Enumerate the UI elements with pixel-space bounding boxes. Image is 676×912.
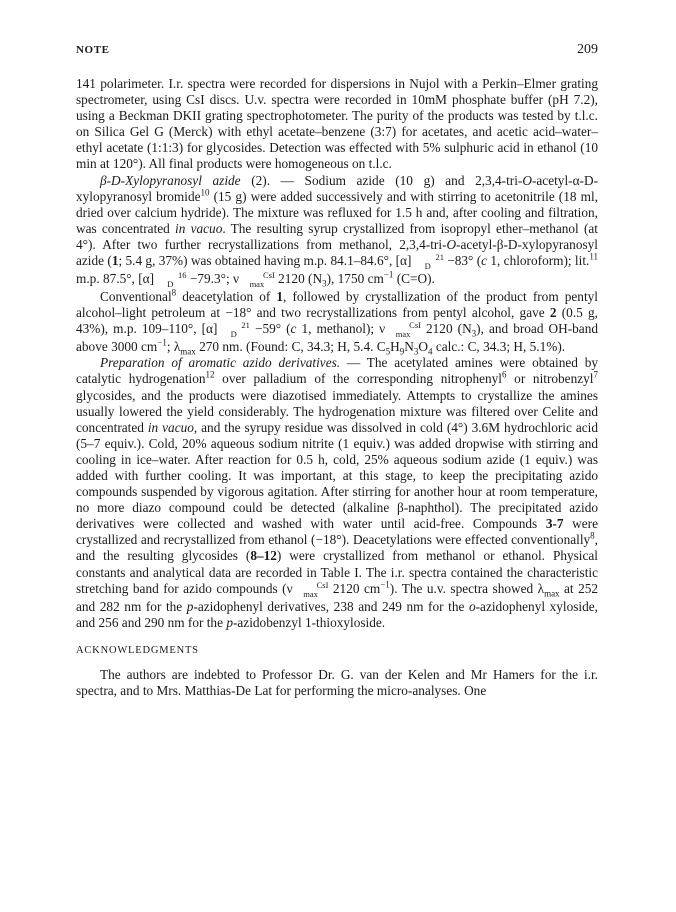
section-title: Preparation of aromatic azido derivatives.: [100, 355, 341, 371]
reference: 12: [205, 369, 215, 380]
reference: 7: [593, 369, 598, 380]
paragraph-deacetylation: Conventional$^8$ deacetylation of 1, followed by crystallization of the product from pentyl alcohol–light petroleum at −18° and two recrystallizations from pentyl alcohol, gave 2 (0.5 g, 43%), m.p. 109–110°, [α] 21 D −59° (c 1, methanol); ν CsI max 2120 $(N_3)$, and broad OH-band above 3000 $cm^{-1}$; $\lambda_{max}$ 270 nm. (Found: C, 34.3; H, 5.4. $C_5H_9N_3O_4$ calc.: C, 34.3; H, 5.1%).: [76, 287, 599, 357]
body-text: [76, 76, 598, 699]
acknowledgments-text: The authors are indebted to Professor Dr. G. van der Kelen and Mr Hamers for the i.r. spectra, and to Mrs. Matthias-De Lat for performing the micro-analyses. One: [76, 666, 598, 698]
reference: 6: [502, 369, 507, 380]
reference: 8: [590, 530, 595, 541]
section-title: β-D-Xylopyranosyl azide: [100, 172, 241, 188]
compound-number: 3-7: [545, 516, 564, 532]
compound-number: 2: [549, 305, 557, 321]
compound-number: 1: [111, 253, 119, 269]
paragraph-aromatic-azido: Preparation of aromatic azido derivatives. — The acetylated amines were obtained by catalytic hydrogenation$^{12}$ over palladium of the corresponding nitrophenyl$^6$ or nitrobenzyl$^7$ glycosides, and the products were diazotised immediately. Attempts to crystallize the amines usually lowered the yield considerably. The hydrogenation mixture was filtered over Celite and concentrated in vacuo, and the syrupy residue was dissolved in cold (4°) 3.6M hydrochloric acid (5–7 equiv.). Cold, 20% aqueous sodium nitrite (1 equiv.) was added dropwise with stirring and cooling in ice–water. After reaction for 0.5 h, cold, 25% aqueous sodium azide (1 equiv.) was added with further cooling. It was important, at this stage, to keep the precipitating azido compounds suspended by vigorous agitation. After stirring for another hour at room temperature, no more diazo compound could be detected (alkaline β-naphthol). The precipitated azido derivatives were collected and washed with water until acid-free. Compounds 3-7 were crystallized and recrystallized from ethanol (−18°). Deacetylations were effected conventionally$^8$, and the resulting glycosides (8–12) were crystallized from methanol or ethanol. Physical constants and analytical data are recorded in Table I. The i.r. spectra contained the characteristic stretching band for azido compounds (ν CsI max 2120 $cm^{-1}$). The u.v. spectra showed $\lambda_{max}$ at 252 and 282 nm for the p-azidophenyl derivatives, 238 and 249 nm for the o-azidophenyl xyloside, and 256 and 290 nm for the p-azidobenzyl 1-thioxyloside.: [76, 355, 599, 630]
paragraph-methods: 141 polarimeter. I.r. spectra were recorded for dispersions in Nujol with a Perkin–Elmer grating spectrometer, using CsI discs. U.v. spectra were recorded in 10mM phosphate buffer (pH 7.2), using a Beckman DKII grating spectrophotometer. The purity of the products was tested by t.l.c. on Silica Gel G (Merck) with ethyl acetate–benzene (3:7) for acetates, and acetic acid–water–ethyl acetate (1:1:3) for glycosides. Detection was effected with 5% sulphuric acid in ethanol (10 min at 120°). All final products were homogeneous on t.l.c.: [76, 76, 598, 172]
compound-number: 8–12: [250, 548, 277, 564]
running-head: NOTE: [76, 44, 110, 56]
reference: 11: [589, 251, 599, 262]
acknowledgments-heading: ACKNOWLEDGMENTS: [76, 644, 199, 656]
compound-number: 1: [276, 289, 284, 305]
running-header: [76, 42, 598, 62]
reference: 8: [171, 287, 177, 298]
page-number: 209: [577, 42, 598, 57]
reference: 10: [200, 187, 210, 198]
paragraph-xylopyranosyl-azide: β-D-Xylopyranosyl azide (2). — Sodium azide (10 g) and 2,3,4-tri-O-acetyl-α-D-xylopyranosyl bromide$^{10}$ (15 g) were added successively and with stirring to acetonitrile (18 ml, dried over calcium hydride). The mixture was refluxed for 1.5 h and, after cooling and filtration, was concentrated in vacuo. The resulting syrup crystallized from isopropyl ether–methanol (at 4°). After two further recrystallizations from methanol, 2,3,4-tri-O-acetyl-β-D-xylopyranosyl azide (1; 5.4 g, 37%) was obtained having m.p. 84.1–84.6°, [α] 21 D −83° (c 1, chloroform); lit.$^{11}$ m.p. 87.5°, [α] 16 D −79.3°; ν CsI max 2120 $(N_3)$, 1750 $cm^{-1}$ (C=O).: [76, 172, 599, 290]
